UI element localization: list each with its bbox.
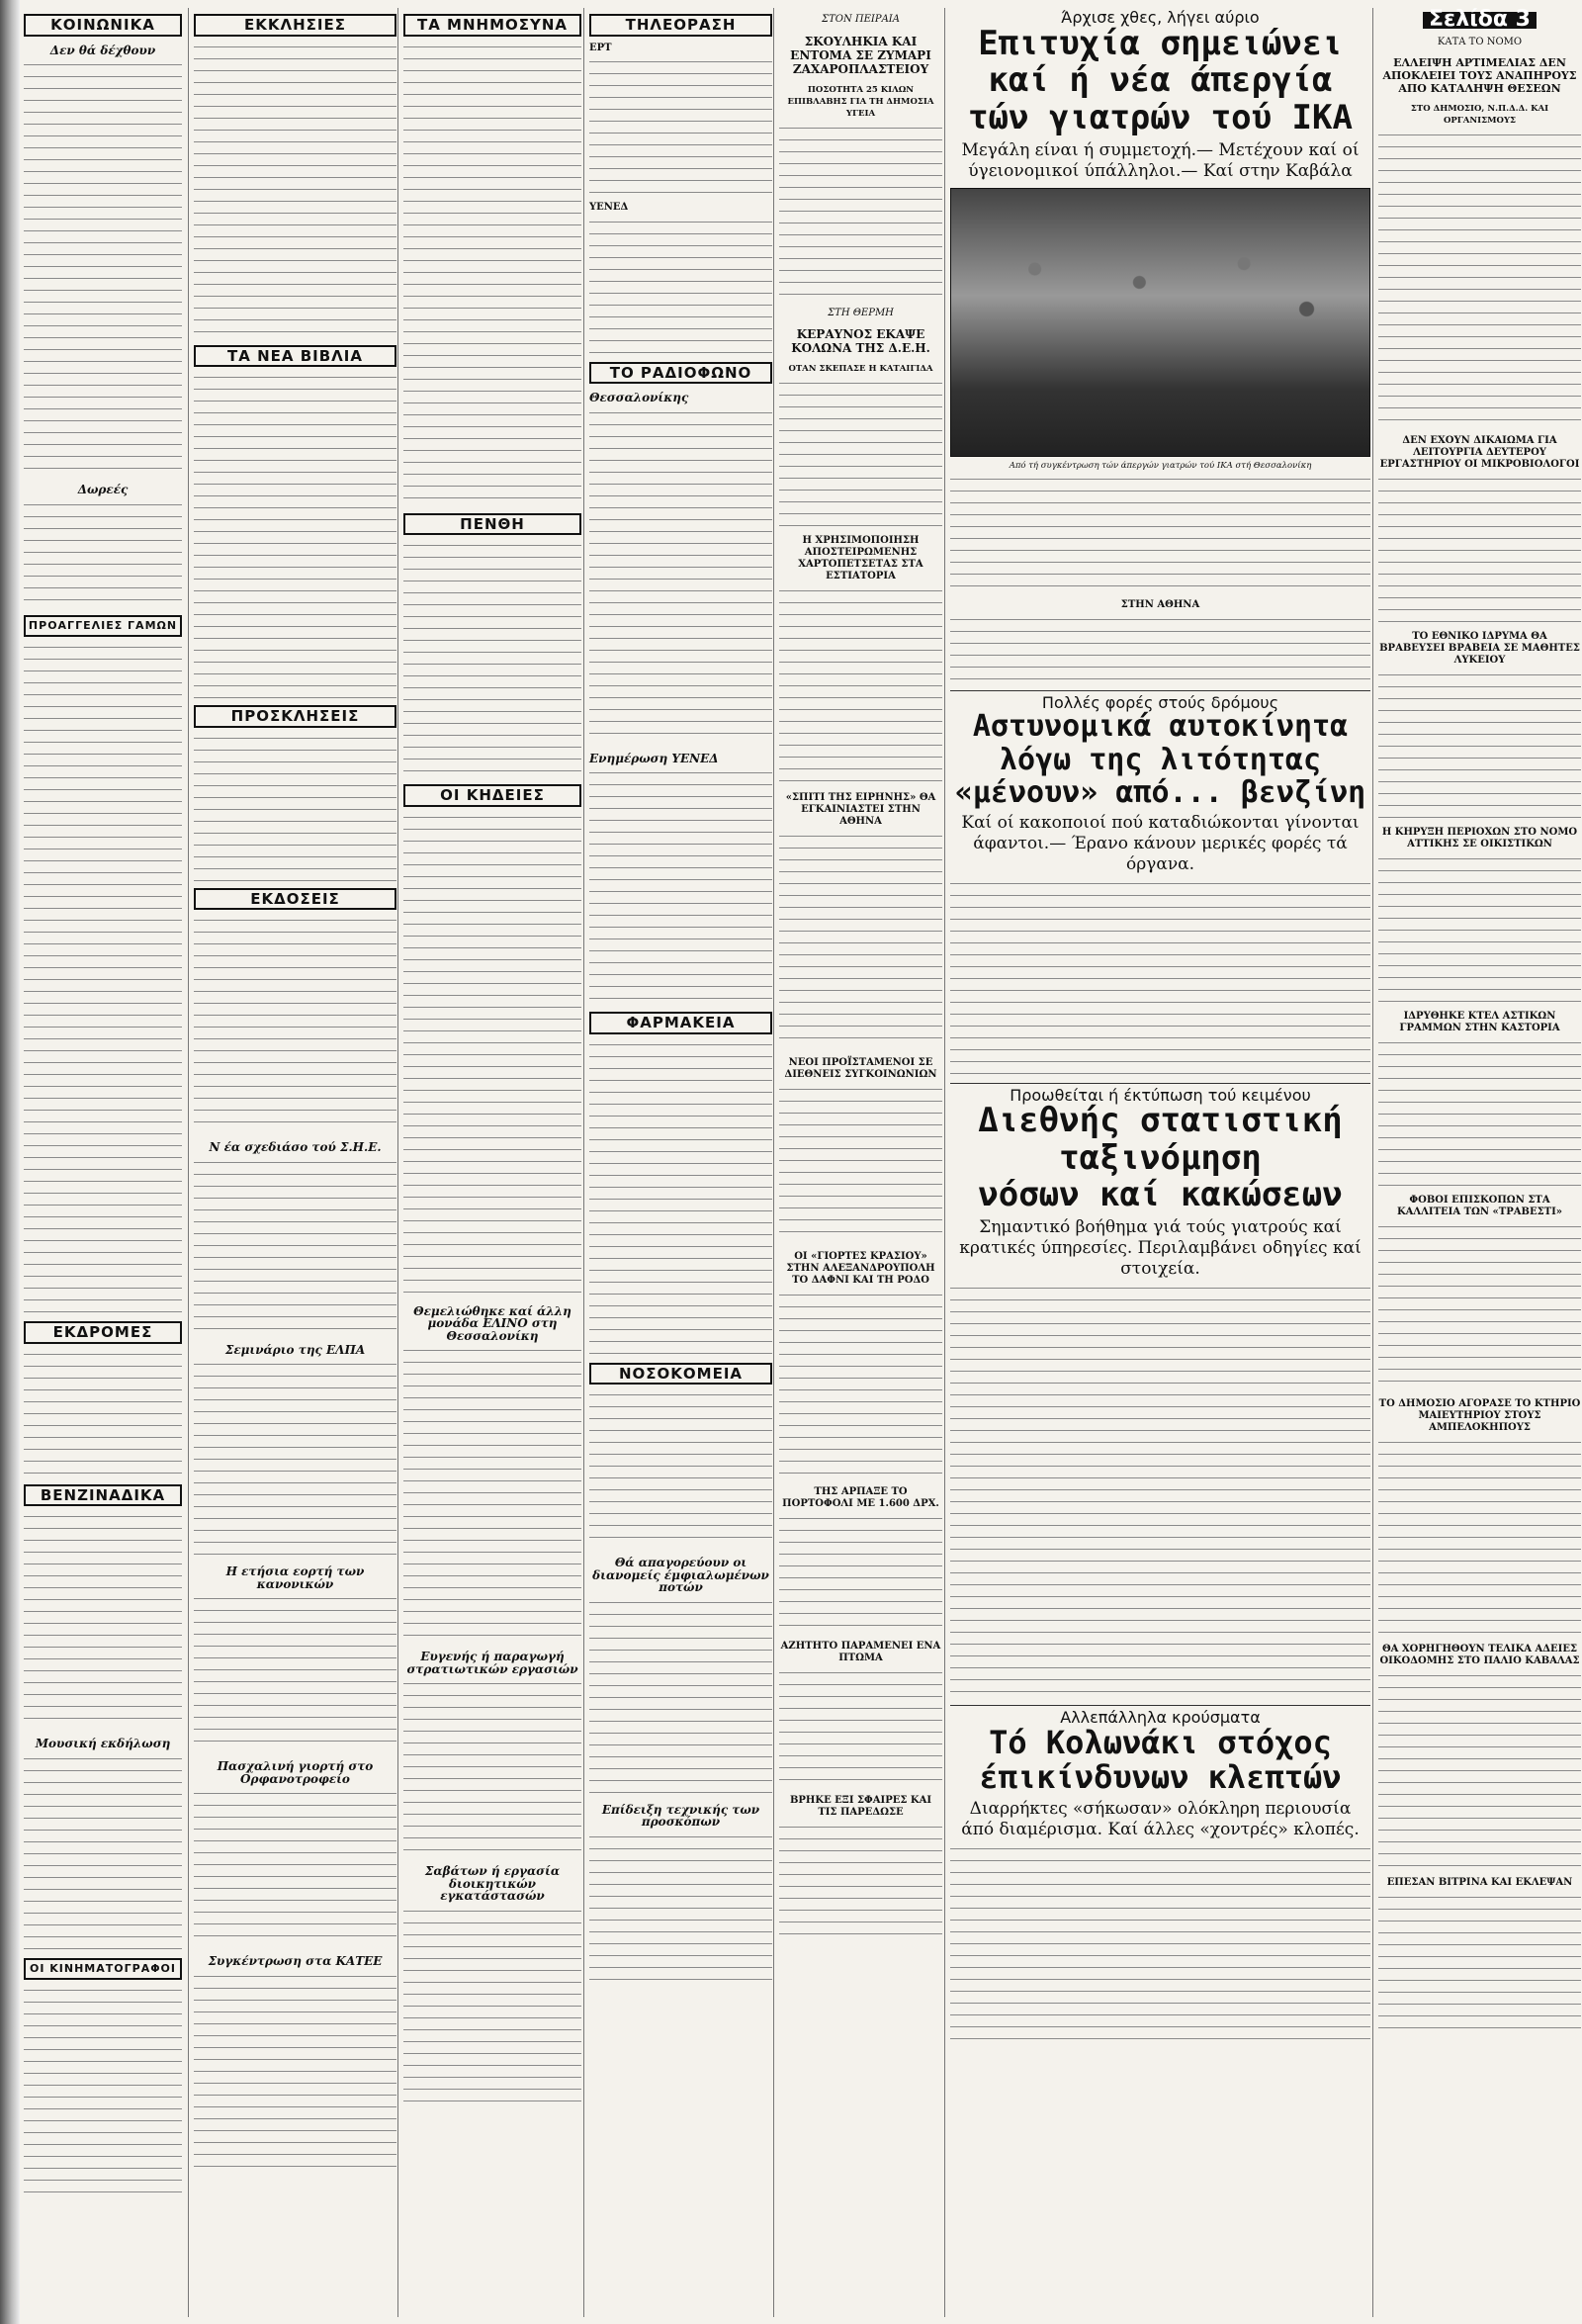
filler-text <box>950 1284 1370 1699</box>
lead2-kicker: Πολλές φορές στούς δρόμους <box>1041 692 1279 712</box>
header-kinimatografoi: ΟΙ ΚΙΝΗΜΑΤΟΓΡΑΦΟΙ <box>24 1958 182 1981</box>
lead3-headline-1: Διεθνής στατιστική <box>978 1101 1343 1141</box>
lead1-photo <box>950 188 1370 457</box>
filler-text <box>194 1360 396 1558</box>
header-ekdromes: ΕΚΔΡΟΜΕΣ <box>24 1321 182 1344</box>
filler-text <box>1378 475 1581 623</box>
subhead-emfialomenon: Θά απαγορεύουν οι διανομείς έμφιαλωμένων ποτών <box>592 1556 769 1594</box>
filler-text <box>589 1390 772 1549</box>
lead1-photo-caption: Από τή συγκέντρωση τών άπεργών γιατρών τού ΙΚΑ στή Θεσσαλονίκη <box>1009 460 1312 471</box>
filler-text <box>24 1350 182 1478</box>
filler-text <box>589 1832 772 1991</box>
header-venzinadika: ΒΕΝΖΙΝΑΔΙΚΑ <box>24 1484 182 1507</box>
lead1-kicker: Άρχισε χθες, λήγει αύριο <box>1061 8 1260 27</box>
col5-kicker-0: ΣΤΟΝ ΠΕΙΡΑΙΑ <box>822 14 900 25</box>
subhead-proskopon: Επίδειξη τεχνικής των προσκόπων <box>601 1802 760 1829</box>
lead1-headline-3: τών γιατρών τού ΙΚΑ <box>968 97 1353 137</box>
lead4-dek: Διαρρήκτες «σήκωσαν» ολόκληρη περιουσία άπό διαμέρισμα. Καί άλλες «χοντρές» κλοπές. <box>961 1798 1360 1839</box>
header-tileorasi: ΤΗΛΕΟΡΑΣΗ <box>589 14 772 37</box>
filler-text <box>589 1598 772 1796</box>
filler-text <box>779 1085 942 1243</box>
channel-yened: ΥΕΝΕΔ <box>589 202 629 213</box>
header-prosklisis: ΠΡΟΣΚΛΗΣΕΙΣ <box>194 705 396 728</box>
page-binding <box>0 0 20 2324</box>
col5-note-1: ΟΤΑΝ ΣΚΕΠΑΣΕ Η ΚΑΤΑΙΓΙΔΑ <box>788 364 933 374</box>
right-title-0: ΕΛΛΕΙΨΗ ΑΡΤΙΜΕΛΙΑΣ ΔΕΝ ΑΠΟΚΛΕΙΕΙ ΤΟΥΣ ΑΝΑΠΗΡΟΥΣ ΑΠΟ ΚΑΤΑΛΗΨΗ ΘΕΣΕΩΝ <box>1382 56 1577 95</box>
channel-ert: ΕΡΤ <box>589 42 612 53</box>
right-kicker-0: ΚΑΤΑ ΤΟ ΝΟΜΟ <box>1437 36 1523 47</box>
filler-text <box>194 1789 396 1947</box>
lead2-dek: Καί οί κακοποιοί πού καταδιώκονται γίνονται άφαντοι.— Έρανο κάνουν μερικές φορές τά όργανα. <box>961 812 1360 874</box>
filler-text <box>1378 1893 1581 2031</box>
filler-text <box>194 373 396 699</box>
right-title-1: ΔΕΝ ΕΧΟΥΝ ΔΙΚΑΙΩΜΑ ΓΙΑ ΛΕΙΤΟΥΡΓΙΑ ΔΕΥΤΕΡΟΥ ΕΡΓΑΣΤΗΡΙΟΥ ΟΙ ΜΙΚΡΟΒΙΟΛΟΓΟΙ <box>1379 435 1580 470</box>
right-column <box>1372 8 1581 2317</box>
lead3-kicker: Προωθείται ή έκτύπωση τού κειμένου <box>1010 1085 1311 1105</box>
filler-text <box>589 57 772 196</box>
header-farmakeia: ΦΑΡΜΑΚΕΙΑ <box>589 1012 772 1034</box>
filler-text <box>1378 1671 1581 1869</box>
col5-title-0: ΣΚΟΥΛΗΚΙΑ ΚΑΙ ΕΝΤΟΜΑ ΣΕ ΖΥΜΑΡΙ ΖΑΧΑΡΟΠΛΑΣΤΕΙΟΥ <box>790 34 931 76</box>
filler-text <box>1378 670 1581 819</box>
right-title-5: ΦΟΒΟΙ ΕΠΙΣΚΟΠΩΝ ΣΤΑ ΚΑΛΛΙΤΕΙΑ ΤΩΝ «ΤΡΑΒΕΣΤΙ» <box>1396 1195 1563 1217</box>
filler-text <box>589 218 772 356</box>
filler-text <box>1378 1222 1581 1390</box>
filler-text <box>779 124 942 302</box>
lead2-headline-3: «μένουν» από... βενζίνη <box>954 775 1366 811</box>
lead4-kicker: Αλλεπάλληλα κρούσματα <box>1060 1708 1261 1728</box>
filler-text <box>194 734 396 882</box>
divider <box>950 690 1370 691</box>
lead1-headline-2: καί ή νέα άπεργία <box>988 60 1333 101</box>
filler-text <box>24 1986 182 2203</box>
filler-text <box>194 916 396 1133</box>
col5-title-8: ΒΡΗΚΕ ΕΞΙ ΣΦΑΙΡΕΣ ΚΑΙ ΤΙΣ ΠΑΡΕΔΩΣΕ <box>789 1795 932 1818</box>
header-radiofono: ΤΟ ΡΑΔΙΟΦΩΝΟ <box>589 362 772 385</box>
header-mnimosyna: ΤΑ ΜΝΗΜΟΣΥΝΑ <box>403 14 581 37</box>
filler-text <box>1378 1038 1581 1187</box>
divider <box>950 1705 1370 1706</box>
filler-text <box>779 586 942 784</box>
lead3-headline-3: νόσων καί κακώσεων <box>978 1175 1343 1215</box>
lead4-headline-2: έπικίνδυνων κλεπτών <box>979 1758 1342 1797</box>
col5-title-5: ΟΙ «ΓΙΟΡΤΕΣ ΚΡΑΣΙΟΥ» ΣΤΗΝ ΑΛΕΞΑΝΔΡΟΥΠΟΛΗ ΤΟ ΔΑΦΝΙ ΚΑΙ ΤΗ ΡΟΔΟ <box>786 1251 935 1286</box>
filler-text <box>24 1512 182 1730</box>
filler-text <box>589 768 772 1006</box>
subhead-elpa: Σεμινάριο της ΕΛΠΑ <box>224 1342 366 1357</box>
header-ekklisies: ΕΚΚΛΗΣΙΕΣ <box>194 14 396 37</box>
col5-title-2: Η ΧΡΗΣΙΜΟΠΟΙΗΣΗ ΑΠΟΣΤΕΙΡΩΜΕΝΗΣ ΧΑΡΤΟΠΕΤΣΕΤΑΣ ΣΤΑ ΕΣΤΙΑΤΟΡΙΑ <box>798 535 923 581</box>
filler-text <box>403 1679 581 1857</box>
filler-text <box>194 43 396 339</box>
lead2-headline-2: λόγω της λιτότητας <box>999 742 1322 777</box>
filler-text <box>403 813 581 1297</box>
divider <box>950 1083 1370 1084</box>
header-kideies: ΟΙ ΚΗΔΕΙΕΣ <box>403 784 581 807</box>
filler-text <box>779 832 942 1049</box>
filler-text <box>950 1844 1370 2042</box>
header-proaggelies: ΠΡΟΑΓΓΕΛΙΕΣ ΓΑΜΩΝ <box>24 615 182 638</box>
col5-note-0: ΠΟΣΟΤΗΤΑ 25 ΚΙΛΩΝ ΕΠΙΒΛΑΒΗΣ ΓΙΑ ΤΗ ΔΗΜΟΣΙΑ ΥΓΕΙΑ <box>787 84 934 119</box>
lead1-subhead: ΣΤΗΝ ΑΘΗΝΑ <box>1120 599 1200 611</box>
subhead-mousiki: Μουσική εκδήλωση <box>35 1737 171 1750</box>
col5-title-1: ΚΕΡΑΥΝΟΣ ΕΚΑΨΕ ΚΟΛΩΝΑ ΤΗΣ Δ.Ε.Η. <box>791 327 930 355</box>
col5-title-6: ΤΗΣ ΑΡΠΑΞΕ ΤΟ ΠΟΡΤΟΦΟΛΙ ΜΕ 1.600 ΔΡΧ. <box>782 1486 939 1509</box>
subhead-katee: Συγκέντρωση στα ΚΑΤΕΕ <box>208 1954 383 1968</box>
right-note-0: ΣΤΟ ΔΗΜΟΣΙΟ, Ν.Π.Δ.Δ. ΚΑΙ ΟΡΓΑΝΙΣΜΟΥΣ <box>1410 104 1549 126</box>
lead3-dek: Σημαντικό βοήθημα γιά τούς γιατρούς καί κρατικές ύπηρεσίες. Περιλαμβάνει οδηγίες καί στοιχεία. <box>959 1217 1362 1280</box>
filler-text <box>779 1291 942 1478</box>
filler-text <box>403 541 581 778</box>
filler-text <box>194 1594 396 1752</box>
lead1-headline-1: Επιτυχία σημειώνει <box>978 23 1343 63</box>
column-2 <box>188 8 396 2317</box>
header-koinonika: ΚΟΙΝΩΝΙΚΑ <box>24 14 182 37</box>
right-title-3: Η ΚΗΡΥΞΗ ΠΕΡΙΟΧΩΝ ΣΤΟ ΝΟΜΟ ΑΤΤΙΚΗΣ ΣΕ ΟΙΚΙΣΤΙΚΩΝ <box>1381 827 1578 849</box>
right-title-6: ΤΟ ΔΗΜΟΣΙΟ ΑΓΟΡΑΣΕ ΤΟ ΚΤΗΡΙΟ ΜΑΙΕΥΤΗΡΙΟΥ ΣΤΟΥΣ ΑΜΠΕΛΟΚΗΠΟΥΣ <box>1378 1398 1581 1433</box>
right-title-7: ΘΑ ΧΟΡΗΓΗΘΟΥΝ ΤΕΛΙΚΑ ΑΔΕΙΕΣ ΟΙΚΟΔΟΜΗΣ ΣΤΟ ΠΑΛΙΟ ΚΑΒΑΛΑΣ <box>1379 1644 1580 1666</box>
filler-text <box>1378 131 1581 427</box>
col5-title-3: «ΣΠΙΤΙ ΤΗΣ ΕΙΡΗΝΗΣ» ΘΑ ΕΓΚΑΙΝΙΑΣΤΕΙ ΣΤΗΝ ΑΘΗΝΑ <box>785 792 936 827</box>
filler-text <box>950 879 1370 1077</box>
filler-text <box>950 475 1370 593</box>
subhead-den-tha-dexthoun: Δεν θά δέχθουν <box>49 43 156 57</box>
filler-text <box>403 43 581 507</box>
subhead-stratiotikon: Ευγενής ή παραγωγή στρατιωτικών εργασιών <box>406 1650 578 1676</box>
subhead-etisia-eorti: Η ετήσια εορτή των κανονικών <box>225 1564 365 1591</box>
subhead-doreis: Δωρεές <box>77 483 129 496</box>
page-number-badge: Σελίδα 3 <box>1423 12 1537 29</box>
header-nosokomeia: ΝΟΣΟΚΟΜΕΙΑ <box>589 1363 772 1385</box>
subhead-enimerosi-yened: Ενημέρωση ΥΕΝΕΔ <box>589 751 719 765</box>
filler-text <box>24 1754 182 1952</box>
right-title-4: ΙΔΡΥΘΗΚΕ ΚΤΕΛ ΑΣΤΙΚΩΝ ΓΡΑΜΜΩΝ ΣΤΗΝ ΚΑΣΤΟΡΙΑ <box>1399 1011 1560 1033</box>
filler-text <box>24 60 182 476</box>
filler-text <box>403 1907 581 2104</box>
lead1-dek: Μεγάλη είναι ή συμμετοχή.— Μετέχουν καί οί ύγειονομικοί ύπάλληλοι.— Καί στην Καβάλα <box>961 139 1360 181</box>
column-5 <box>773 8 942 2317</box>
filler-text <box>403 1346 581 1643</box>
col5-kicker-1: ΣΤΗ ΘΕΡΜΗ <box>828 307 894 318</box>
lead3-headline-2: ταξινόμηση <box>1059 1137 1262 1178</box>
column-3 <box>397 8 581 2317</box>
header-penthi: ΠΕΝΘΗ <box>403 513 581 536</box>
header-ekdoseis: ΕΚΔΟΣΕΙΣ <box>194 888 396 911</box>
filler-text <box>779 1668 942 1787</box>
header-nea-vivlia: ΤΑ ΝΕΑ ΒΙΒΛΙΑ <box>194 345 396 368</box>
filler-text <box>589 1040 772 1357</box>
filler-text <box>950 615 1370 684</box>
lead-stories <box>944 8 1370 2317</box>
col5-title-4: ΝΕΟΙ ΠΡΟΪΣΤΑΜΕΝΟΙ ΣΕ ΔΙΕΘΝΕΙΣ ΣΥΓΚΟΙΝΩΝΙΩΝ <box>784 1057 937 1080</box>
filler-text <box>589 408 772 745</box>
filler-text <box>24 500 182 609</box>
right-title-2: ΤΟ ΕΘΝΙΚΟ ΙΔΡΥΜΑ ΘΑ ΒΡΑΒΕΥΣΕΙ ΒΡΑΒΕΙΑ ΣΕ ΜΑΘΗΤΕΣ ΛΥΚΕΙΟΥ <box>1379 631 1580 666</box>
filler-text <box>779 1823 942 1941</box>
column-1 <box>24 8 182 2317</box>
subhead-elino: Θεμελιώθηκε καί άλλη μονάδα ΕΛΙΝΟ στη Θεσσαλονίκη <box>413 1303 571 1343</box>
filler-text <box>779 379 942 527</box>
lead2-headline-1: Αστυνομικά αυτοκίνητα <box>972 709 1349 745</box>
filler-text <box>194 1158 396 1336</box>
subhead-sie: Ν έα σχεδιάσο τού Σ.Η.Ε. <box>209 1140 382 1154</box>
filler-text <box>1378 1438 1581 1636</box>
lead4-headline-1: Τό Κολωνάκι στόχος <box>989 1723 1332 1761</box>
filler-text <box>194 1972 396 2170</box>
col5-title-7: ΑΖΗΤΗΤΟ ΠΑΡΑΜΕΝΕΙ ΕΝΑ ΠΤΩΜΑ <box>780 1641 941 1663</box>
subhead-thessalonikis: Θεσσαλονίκης <box>589 391 689 404</box>
subhead-pasxalini: Πασχαλινή γιορτή στο Ορφανοτροφείο <box>217 1759 374 1786</box>
filler-text <box>24 643 182 1315</box>
column-4 <box>583 8 772 2317</box>
filler-text <box>1378 854 1581 1003</box>
subhead-dioikitikon: Σαβάτων ή εργασία διοικητικών εγκατάστασών <box>424 1864 561 1903</box>
filler-text <box>779 1514 942 1633</box>
right-title-8: ΕΠΕΣΑΝ ΒΙΤΡΙΝΑ ΚΑΙ ΕΚΛΕΨΑΝ <box>1386 1877 1573 1888</box>
